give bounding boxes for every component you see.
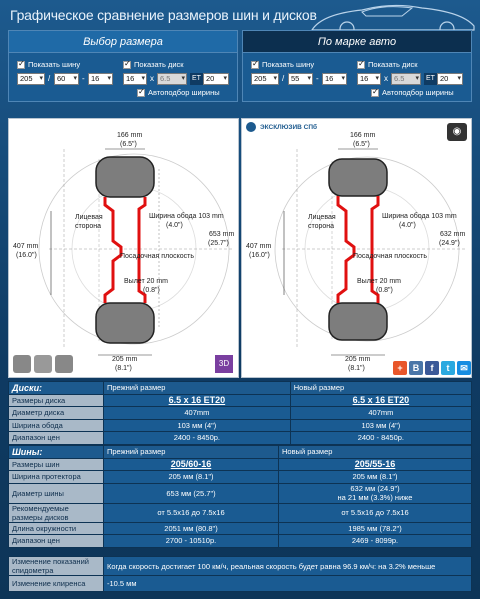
tread-width-in-text: (6.5") bbox=[353, 141, 370, 148]
table-row bbox=[9, 483, 472, 503]
show-disk-label: Показать диск bbox=[134, 60, 184, 69]
row-label: Размеры диска bbox=[9, 394, 104, 407]
outer-diameter-text: 653 mm bbox=[209, 231, 235, 238]
rim-width-in-text: (4.0") bbox=[166, 222, 183, 229]
prev-value: от 5.5x16 до 7.5x16 bbox=[104, 503, 279, 522]
rim-width-in-text: (4.0") bbox=[399, 222, 416, 229]
prev-value: 653 мм (25.7") bbox=[104, 483, 279, 503]
table-row bbox=[9, 535, 472, 548]
show-disk-label: Показать диск bbox=[368, 60, 418, 69]
face-side-text-2: сторона bbox=[308, 223, 335, 230]
row-label: Ширина обода bbox=[9, 419, 104, 432]
row-label: Изменение клиренса bbox=[9, 576, 104, 592]
new-value[interactable] bbox=[290, 394, 471, 407]
prev-value: 205 мм (8.1") bbox=[104, 471, 279, 484]
clearance-note: -10.5 мм bbox=[104, 576, 472, 592]
disk-width-select-left[interactable]: 6.5 ▾ bbox=[157, 73, 187, 85]
prev-value[interactable] bbox=[104, 394, 291, 407]
tire-size-link[interactable]: 205/55-16 bbox=[354, 459, 396, 470]
share-facebook-icon[interactable]: f bbox=[425, 361, 439, 375]
row-label: Диаметр диска bbox=[9, 407, 104, 420]
separator-x: x bbox=[150, 74, 154, 83]
disks-section-title: Диски: bbox=[9, 382, 104, 395]
tire-cross-section-left bbox=[9, 119, 240, 379]
table-header-row bbox=[9, 382, 472, 395]
tire-view-icon[interactable] bbox=[13, 355, 31, 373]
notes-table bbox=[8, 556, 472, 592]
checkbox-box[interactable] bbox=[357, 61, 365, 69]
tire-rim-select-left[interactable]: 16 ▾ bbox=[88, 73, 113, 85]
offset-in-text: (0.8") bbox=[376, 287, 393, 294]
show-tire-checkbox-left[interactable] bbox=[17, 60, 80, 69]
prev-size-header: Прежний размер bbox=[104, 382, 291, 395]
section-width-in-text: (8.1") bbox=[348, 365, 365, 372]
table-header-row bbox=[9, 446, 472, 459]
page-title: Графическое сравнение размеров шин и дисков bbox=[10, 7, 317, 23]
new-size-header: Новый размер bbox=[278, 446, 471, 459]
right-size-panel bbox=[242, 52, 472, 102]
left-size-panel bbox=[8, 52, 238, 102]
offset-in-text: (0.8") bbox=[143, 287, 160, 294]
show-tire-label: Показать шину bbox=[262, 60, 315, 69]
share-vk-icon[interactable]: B bbox=[409, 361, 423, 375]
table-row bbox=[9, 394, 472, 407]
disk-width-select-right[interactable]: 6.5 ▾ bbox=[391, 73, 421, 85]
section-width-text: 205 mm bbox=[112, 356, 138, 363]
tread-width-text: 166 mm bbox=[117, 132, 143, 139]
face-side-text-1: Лицевая bbox=[308, 214, 336, 221]
outer-diameter-in-text: (24.9") bbox=[439, 240, 460, 247]
mount-plane-text: Посадочная плоскость bbox=[353, 253, 428, 260]
face-side-text-2: сторона bbox=[75, 223, 102, 230]
prev-size-header: Прежний размер bbox=[104, 446, 279, 459]
left-tire-diagram bbox=[8, 118, 239, 378]
new-value: 103 мм (4") bbox=[290, 419, 471, 432]
new-value: 407mm bbox=[290, 407, 471, 420]
offset-text: Вылет 20 mm bbox=[357, 278, 401, 285]
prev-value: 2700 - 10510р. bbox=[104, 535, 279, 548]
auto-width-checkbox-right[interactable] bbox=[371, 88, 454, 97]
diameter-diff-text: на 21 мм (3.3%) ниже bbox=[337, 493, 413, 502]
mount-plane-text: Посадочная плоскость bbox=[120, 253, 195, 260]
new-value: 2400 - 8450р. bbox=[290, 432, 471, 445]
tires-section-title: Шины: bbox=[9, 446, 104, 459]
rim-width-text: Ширина обода 103 mm bbox=[382, 213, 457, 220]
brand-logo-text: ЭКСКЛЮЗИВ СПб bbox=[260, 124, 318, 131]
separator-dash: - bbox=[82, 74, 85, 83]
wheel-view-icon[interactable] bbox=[55, 355, 73, 373]
tab-bar bbox=[8, 30, 472, 52]
new-diameter-text: 632 мм (24.9") bbox=[350, 484, 400, 493]
table-row bbox=[9, 557, 472, 576]
new-value: 1985 мм (78.2") bbox=[278, 522, 471, 535]
brand-logo-icon bbox=[246, 122, 256, 132]
table-row bbox=[9, 471, 472, 484]
new-value: 205 мм (8.1") bbox=[278, 471, 471, 484]
show-tire-label: Показать шину bbox=[28, 60, 81, 69]
table-row bbox=[9, 432, 472, 445]
rim-view-icon[interactable] bbox=[34, 355, 52, 373]
prev-value: 407mm bbox=[104, 407, 291, 420]
auto-width-label: Автоподбор ширины bbox=[148, 88, 220, 97]
tires-comparison-table bbox=[8, 445, 472, 548]
section-width-text: 205 mm bbox=[345, 356, 371, 363]
rim-height-text: 407 mm bbox=[13, 243, 39, 250]
camera-icon[interactable]: ◉ bbox=[447, 123, 467, 141]
checkbox-box[interactable] bbox=[371, 89, 379, 97]
separator-slash: / bbox=[48, 74, 51, 83]
table-row bbox=[9, 458, 472, 471]
outer-diameter-text: 632 mm bbox=[440, 231, 466, 238]
checkbox-box[interactable] bbox=[123, 61, 131, 69]
new-value: от 5.5x16 до 7.5x16 bbox=[278, 503, 471, 522]
checkbox-box[interactable] bbox=[17, 61, 25, 69]
et-label: ET bbox=[424, 73, 437, 85]
tab-by-car[interactable]: По марке авто bbox=[242, 30, 472, 52]
speedometer-note: Когда скорость достигает 100 км/ч, реальная скорость будет равна 96.9 км/ч: на 3.2% меньше bbox=[104, 557, 472, 576]
tire-rim-select-right[interactable]: 16 ▾ bbox=[322, 73, 347, 85]
new-value[interactable] bbox=[278, 458, 471, 471]
row-label: Диаметр шины bbox=[9, 483, 104, 503]
et-label: ET bbox=[190, 73, 203, 85]
table-row bbox=[9, 503, 472, 522]
outer-diameter-in-text: (25.7") bbox=[208, 240, 229, 247]
prev-value: 2400 - 8450р. bbox=[104, 432, 291, 445]
auto-width-checkbox-left[interactable] bbox=[137, 88, 220, 97]
tire-width-select-left[interactable]: 205 ▾ bbox=[17, 73, 45, 85]
checkbox-box[interactable] bbox=[251, 61, 259, 69]
rim-height-text: 407 mm bbox=[246, 243, 272, 250]
row-label: Размеры шин bbox=[9, 458, 104, 471]
tire-size-link[interactable]: 205/60-16 bbox=[170, 459, 212, 470]
auto-width-label: Автоподбор ширины bbox=[382, 88, 454, 97]
section-width-in-text: (8.1") bbox=[115, 365, 132, 372]
rim-width-text: Ширина обода 103 mm bbox=[149, 213, 224, 220]
table-row bbox=[9, 407, 472, 420]
rim-height-in-text: (16.0") bbox=[249, 252, 270, 259]
disks-comparison-table bbox=[8, 381, 472, 445]
share-plus-icon[interactable]: + bbox=[393, 361, 407, 375]
disk-size-link[interactable]: 6.5 x 16 ET20 bbox=[352, 395, 410, 406]
share-twitter-icon[interactable]: t bbox=[441, 361, 455, 375]
row-label: Диапазон цен bbox=[9, 432, 104, 445]
car-illustration bbox=[302, 0, 480, 34]
offset-text: Вылет 20 mm bbox=[124, 278, 168, 285]
prev-value: 103 мм (4") bbox=[104, 419, 291, 432]
separator-dash: - bbox=[316, 74, 319, 83]
tab-by-size[interactable]: Выбор размера bbox=[8, 30, 238, 52]
right-tire-diagram bbox=[241, 118, 472, 378]
show-disk-checkbox-right[interactable] bbox=[357, 60, 418, 69]
tire-profile-select-left[interactable]: 60 ▾ bbox=[54, 73, 79, 85]
table-row bbox=[9, 522, 472, 535]
disk-et-select-left[interactable]: 20 ▾ bbox=[203, 73, 229, 85]
tire-cross-section-right bbox=[242, 119, 473, 379]
view-mode-icons bbox=[13, 355, 73, 373]
tread-width-in-text: (6.5") bbox=[120, 141, 137, 148]
tire-width-select-right[interactable]: 205 ▾ bbox=[251, 73, 279, 85]
new-value bbox=[278, 483, 471, 503]
row-label: Длина окружности bbox=[9, 522, 104, 535]
row-label: Диапазон цен bbox=[9, 535, 104, 548]
tread-width-text: 166 mm bbox=[350, 132, 376, 139]
tire-profile-select-right[interactable]: 55 ▾ bbox=[288, 73, 313, 85]
table-row bbox=[9, 576, 472, 592]
disk-diameter-select-left[interactable]: 16 ▾ bbox=[123, 73, 147, 85]
show-disk-checkbox-left[interactable] bbox=[123, 60, 184, 69]
share-mail-icon[interactable]: ✉ bbox=[457, 361, 471, 375]
disk-et-select-right[interactable]: 20 ▾ bbox=[437, 73, 463, 85]
prev-value: 2051 мм (80.8") bbox=[104, 522, 279, 535]
prev-value[interactable] bbox=[104, 458, 279, 471]
disk-size-link[interactable]: 6.5 x 16 ET20 bbox=[168, 395, 226, 406]
disk-diameter-select-right[interactable]: 16 ▾ bbox=[357, 73, 381, 85]
table-row bbox=[9, 419, 472, 432]
new-value: 2469 - 8099р. bbox=[278, 535, 471, 548]
checkbox-box[interactable] bbox=[137, 89, 145, 97]
row-label: Изменение показаний спидометра bbox=[9, 557, 104, 576]
3d-view-icon[interactable]: 3D bbox=[215, 355, 233, 373]
rim-height-in-text: (16.0") bbox=[16, 252, 37, 259]
row-label: Рекомендуемые размеры дисков bbox=[9, 503, 104, 522]
face-side-text-1: Лицевая bbox=[75, 214, 103, 221]
new-size-header: Новый размер bbox=[290, 382, 471, 395]
row-label: Ширина протектора bbox=[9, 471, 104, 484]
separator-x: x bbox=[384, 74, 388, 83]
separator-slash: / bbox=[282, 74, 285, 83]
show-tire-checkbox-right[interactable] bbox=[251, 60, 314, 69]
